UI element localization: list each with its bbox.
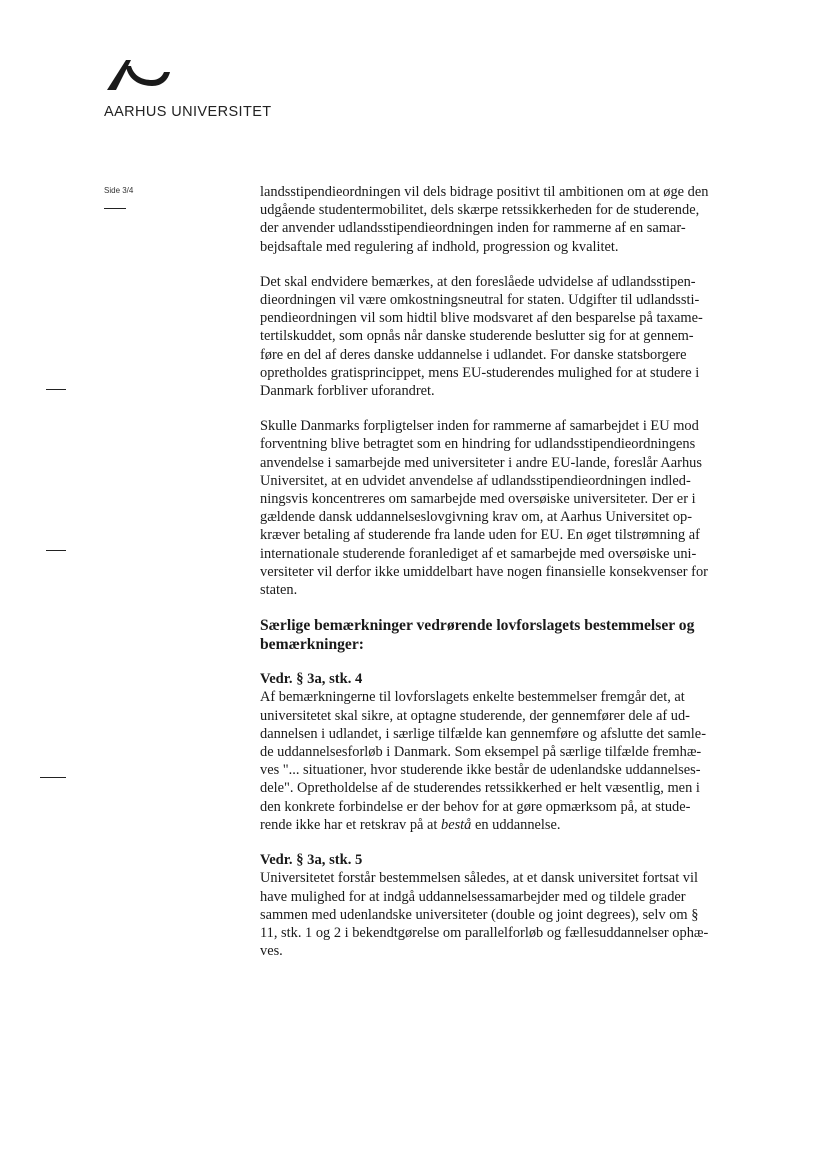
aarhus-university-logo-icon [104, 56, 174, 96]
paragraph: Universitetet forstår bestemmelsen således, at et dansk universitet fortsat vil have mulighed for at indgå uddannelsessamarbejder med og tildele grader sammen med udenlandske universiteter (double og joint degrees), selv om § 11, stk. 1 og 2 i bekendtgørelse om parallelforløb og fællesuddannelser ophæ- ves. [260, 870, 709, 960]
paragraph-text: en uddannelse. [471, 816, 561, 833]
letter-body [260, 183, 740, 977]
subsection-heading: Vedr. § 3a, stk. 4 [260, 671, 363, 688]
fold-mark [46, 389, 66, 390]
university-name: AARHUS UNIVERSITET [104, 104, 272, 120]
paragraph: Skulle Danmarks forpligtelser inden for rammerne af samarbejdet i EU mod forventning blive betragtet som en hindring for udlandsstipendieordningens anvendelse i samarbejde med universiteter i andre EU-lande, foreslår Aarhus Universitet, at en udvidet anvendelse af udlandsstipendieordningen indled- ningsvis koncentreres om samarbejde med oversøiske universiteter. Der er i gældende dansk uddannelseslovgivning krav om, at Aarhus Universitet op- kræver betaling af studerende fra lande uden for EU. En øget tilstrømning af internationale studerende foranlediget af et samarbejde med oversøiske uni- versiteter vil derfor ikke umiddelbart have nogen finansielle konsekvenser for staten. [260, 418, 708, 599]
paragraph [260, 688, 740, 834]
page-number-underline [104, 208, 126, 209]
paragraph-text: Af bemærkningerne til lovforslagets enkelte bestemmelser fremgår det, at universitetet skal sikre, at optagne studerende, der gennemfører dele af ud- dannelsen i udlandet, i særlige tilfælde kan gennemføre og afslutte det samle- de uddannelsesforløb i Danmark. Som eksempel på særlige tilfælde fremhæ- ves "... situationer, hvor studerende ikke består de udenlandske uddannelses- dele". Opretholdelse af de studerendes retssikkerhed er helt væsentlig, men i den konkrete forbindelse er der behov for at gøre opmærksom på, at stude- rende ikke har et retskrav på at [260, 689, 706, 833]
page-number: Side 3/4 [104, 186, 134, 195]
emphasized-word: bestå [441, 816, 472, 833]
paragraph: landsstipendieordningen vil dels bidrage positivt til ambitionen om at øge den udgående studentermobilitet, dels skærpe retssikkerheden for de studerende, der anvender udlandsstipendieordningen inden for rammerne af en samar- bejdsaftale med regulering af indhold, progression og kvalitet. [260, 184, 709, 255]
fold-mark [40, 777, 66, 778]
fold-mark [46, 550, 66, 551]
paragraph: Det skal endvidere bemærkes, at den foreslåede udvidelse af udlandsstipen- dieordningen vil være omkostningsneutral for staten. Udgifter til udlandssti- pendieordningen vil som hidtil blive modsvaret af den besparelse på taxame- tertilskuddet, som opnås når danske studerende beslutter sig for at gennem- føre en del af deres danske uddannelse i udlandet. For danske statsborgere opretholdes gratisprincippet, mens EU-studerendes mulighed for at studere i Danmark forbliver uforandret. [260, 273, 703, 400]
subsection-heading: Vedr. § 3a, stk. 5 [260, 852, 363, 869]
section-heading: Særlige bemærkninger vedrørende lovforslagets bestemmelser og bemærkninger: [260, 617, 695, 654]
